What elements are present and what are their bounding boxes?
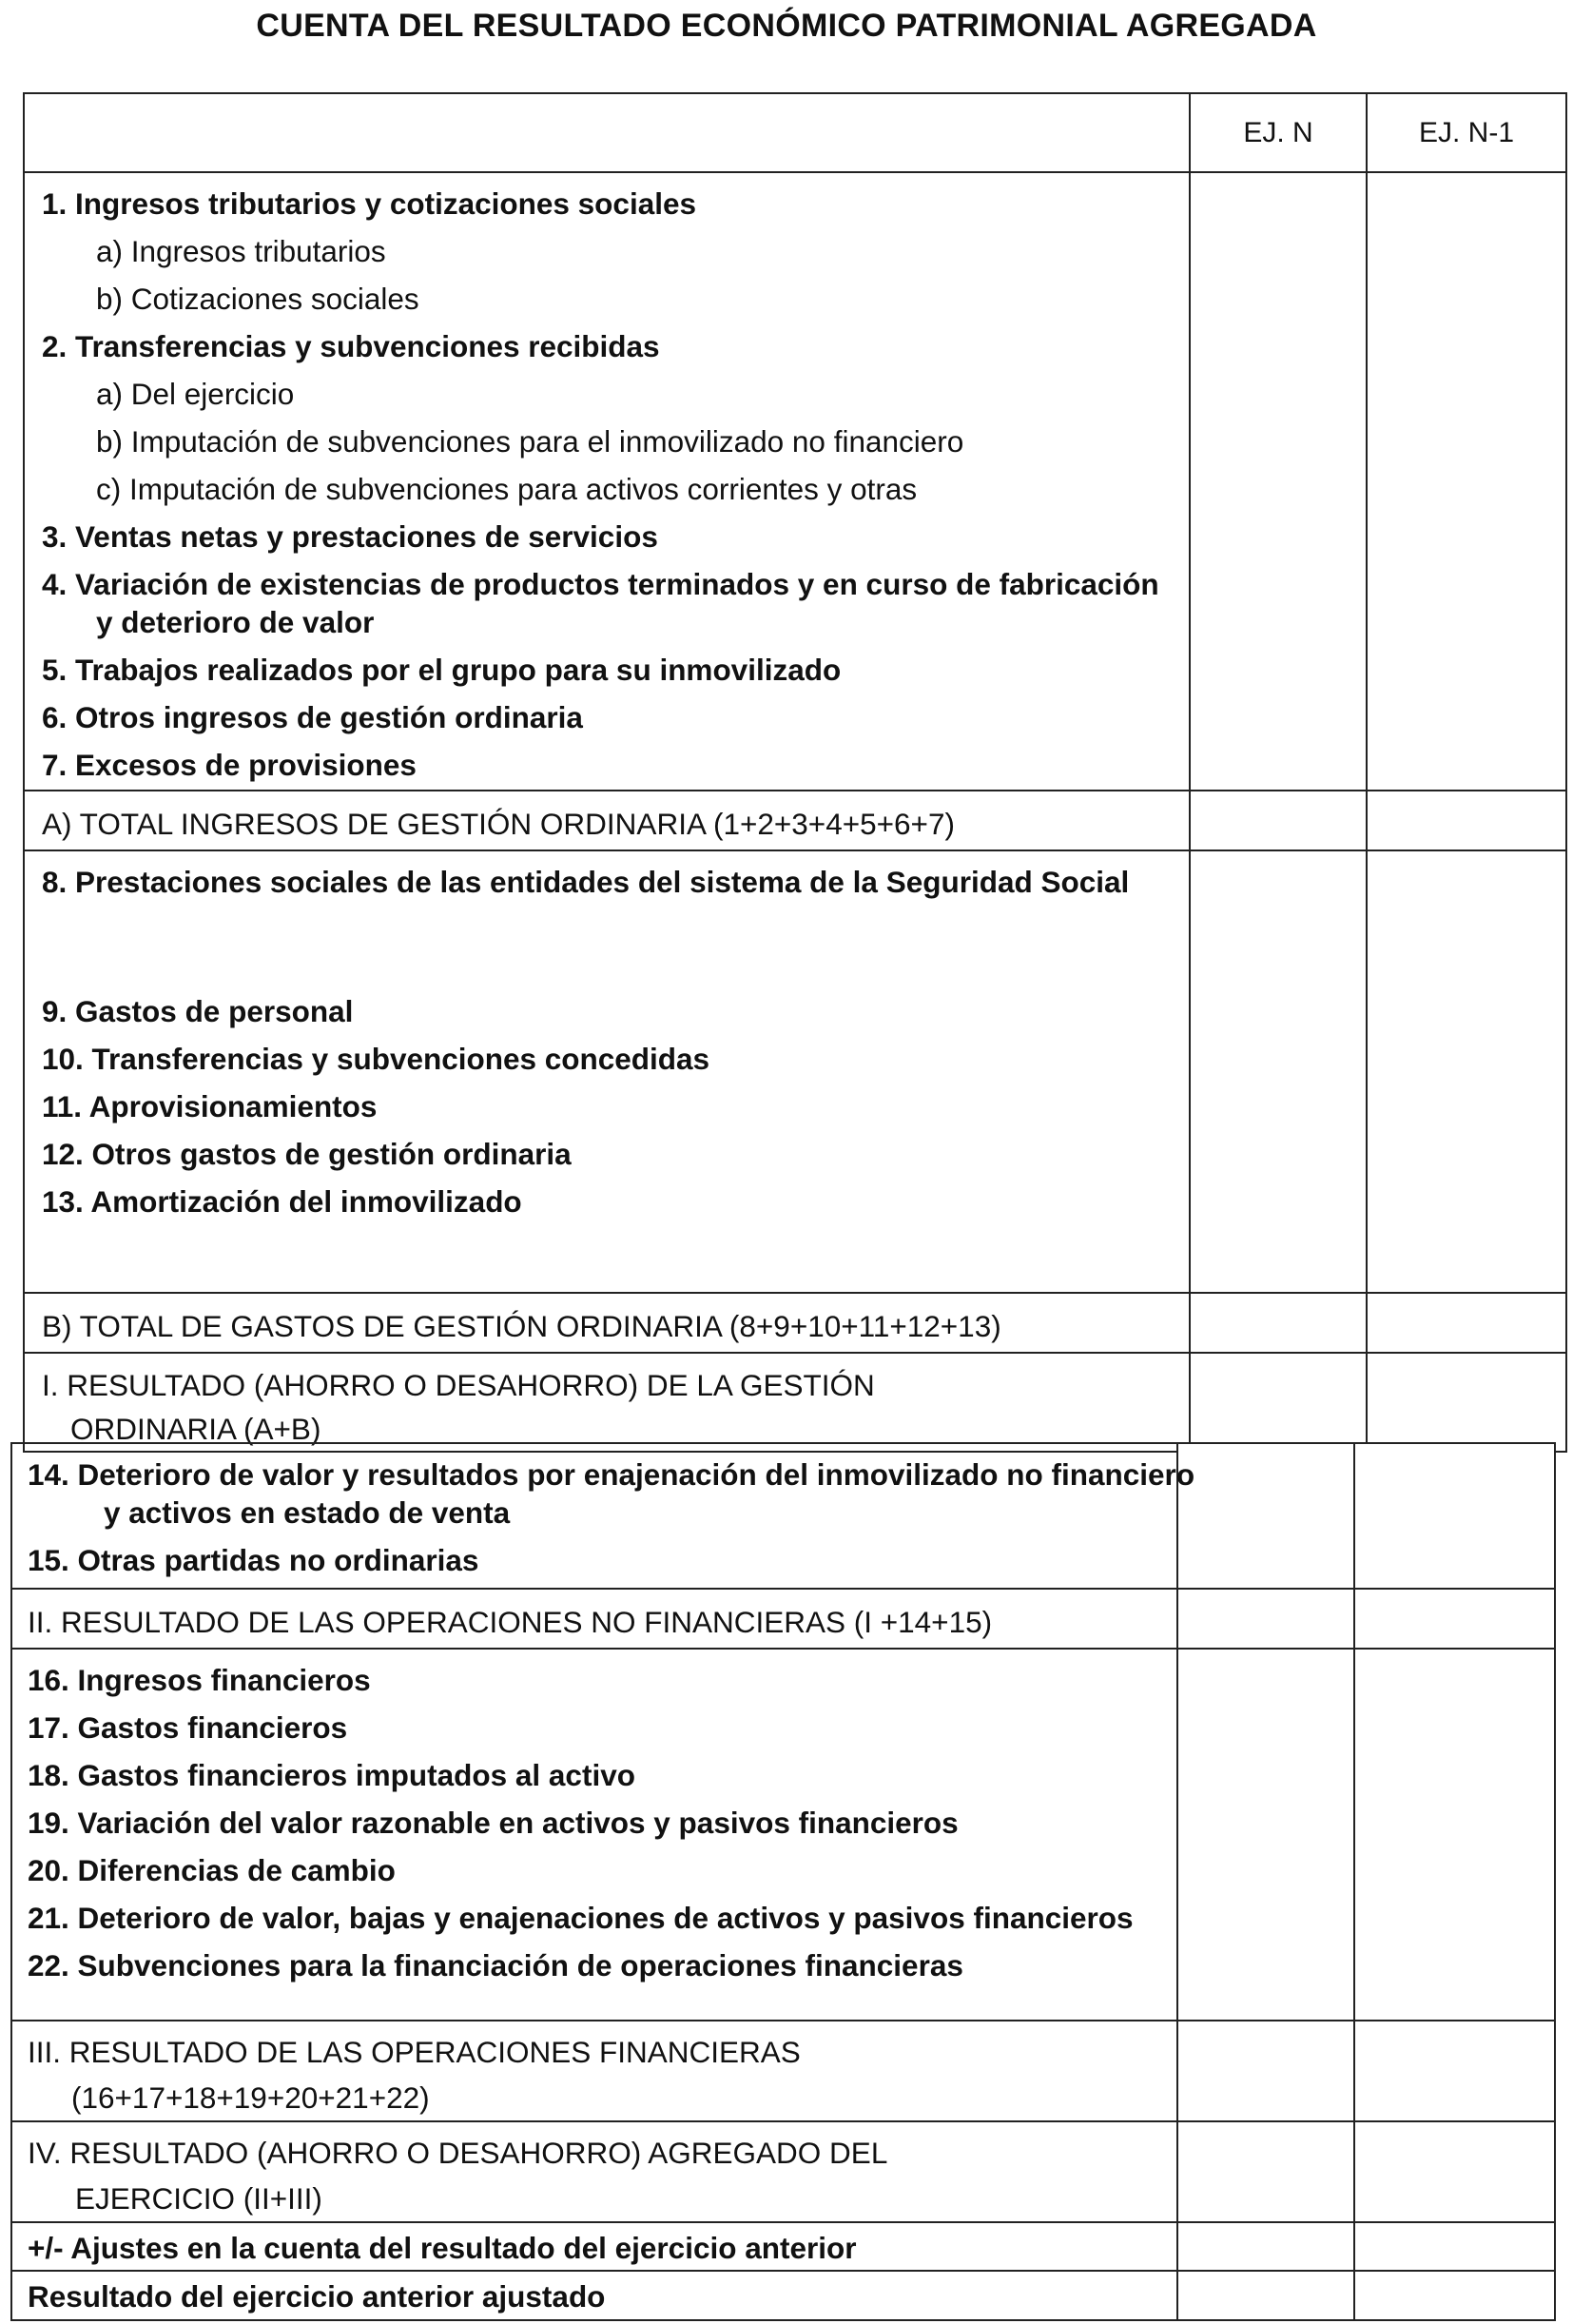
page-title: CUENTA DEL RESULTADO ECONÓMICO PATRIMONIAL AGREGADA: [256, 8, 1317, 44]
line-item: 11. Aprovisionamientos: [42, 1089, 378, 1123]
value-cell-previous: [1354, 2121, 1555, 2222]
line-item: 21. Deterioro de valor, bajas y enajenaciones de activos y pasivos financieros: [28, 1901, 1134, 1935]
value-cell-previous: [1354, 2271, 1555, 2320]
result-iii-row: [11, 2021, 1555, 2121]
value-cell-previous: [1354, 1589, 1555, 1649]
income-items-row: [24, 172, 1566, 791]
total-a-row: [24, 791, 1566, 850]
value-cell-previous: [1354, 1443, 1555, 1589]
line-subitem: a) Ingresos tributarios: [96, 234, 386, 268]
value-cell-current: [1190, 1353, 1367, 1452]
adjusted-result-row: [11, 2271, 1555, 2320]
value-cell-previous: [1367, 172, 1566, 791]
line-subitem: a) Del ejercicio: [96, 377, 295, 411]
expense-items-row: [24, 850, 1566, 1293]
line-item: 12. Otros gastos de gestión ordinaria: [42, 1137, 572, 1171]
line-item: 19. Variación del valor razonable en activos y pasivos financieros: [28, 1806, 959, 1840]
value-cell-current: [1190, 172, 1367, 791]
total-b-label: B) TOTAL DE GASTOS DE GESTIÓN ORDINARIA (8+9+10+11+12+13): [42, 1309, 1001, 1343]
value-cell-previous: [1367, 1293, 1566, 1353]
line-item: 9. Gastos de personal: [42, 994, 354, 1028]
line-item: 22. Subvenciones para la financiación de operaciones financieras: [28, 1948, 963, 1982]
line-item: 4. Variación de existencias de productos terminados y en curso de fabricación y deterioro de valor: [42, 567, 1159, 639]
result-iv-label: IV. RESULTADO (AHORRO O DESAHORRO) AGREGADO DEL EJERCICIO (II+III): [28, 2136, 888, 2216]
line-item: 13. Amortización del inmovilizado: [42, 1184, 522, 1219]
line-item: 3. Ventas netas y prestaciones de servicios: [42, 519, 658, 554]
value-cell-current: [1177, 1649, 1354, 2021]
result-ii-row: [11, 1589, 1555, 1649]
result-iii-label: III. RESULTADO DE LAS OPERACIONES FINANCIERAS (16+17+18+19+20+21+22): [28, 2035, 801, 2115]
line-subitem: c) Imputación de subvenciones para activos corrientes y otras: [96, 472, 918, 506]
adjusted-result-label: Resultado del ejercicio anterior ajustado: [28, 2279, 606, 2314]
line-subitem: b) Cotizaciones sociales: [96, 282, 419, 316]
line-item: 15. Otras partidas no ordinarias: [28, 1543, 479, 1577]
line-item: 7. Excesos de provisiones: [42, 748, 417, 782]
income-statement-table-part-2: [10, 1442, 1556, 2321]
value-cell-previous: [1354, 2222, 1555, 2271]
column-header-current: EJ. N: [1190, 93, 1367, 172]
header-row: [24, 93, 1566, 172]
adjustments-label: +/- Ajustes en la cuenta del resultado del ejercicio anterior: [28, 2231, 857, 2265]
header-concept-cell: [24, 93, 1190, 172]
line-item: 17. Gastos financieros: [28, 1710, 348, 1745]
column-header-previous: EJ. N-1: [1367, 93, 1566, 172]
line-item: 5. Trabajos realizados por el grupo para su inmovilizado: [42, 653, 842, 687]
line-item: 14. Deterioro de valor y resultados por enajenación del inmovilizado no financiero y activos en estado de venta: [28, 1457, 1195, 1530]
line-item: 16. Ingresos financieros: [28, 1663, 371, 1697]
value-cell-current: [1177, 1589, 1354, 1649]
value-cell-current: [1190, 1293, 1367, 1353]
line-subitem: b) Imputación de subvenciones para el inmovilizado no financiero: [96, 424, 964, 459]
result-iv-row: [11, 2121, 1555, 2222]
result-ii-label: II. RESULTADO DE LAS OPERACIONES NO FINANCIERAS (I +14+15): [28, 1605, 993, 1639]
non-ordinary-items-row: [11, 1443, 1555, 1589]
value-cell-current: [1190, 850, 1367, 1293]
value-cell-current: [1177, 2222, 1354, 2271]
line-item: 1. Ingresos tributarios y cotizaciones sociales: [42, 186, 697, 221]
total-b-row: [24, 1293, 1566, 1353]
result-i-label: I. RESULTADO (AHORRO O DESAHORRO) DE LA GESTIÓN ORDINARIA (A+B): [42, 1368, 875, 1446]
income-statement-table-part-1: [23, 92, 1567, 1453]
value-cell-current: [1177, 2121, 1354, 2222]
line-item: 8. Prestaciones sociales de las entidades del sistema de la Seguridad Social: [42, 865, 1130, 899]
value-cell-current: [1177, 1443, 1354, 1589]
total-a-label: A) TOTAL INGRESOS DE GESTIÓN ORDINARIA (1+2+3+4+5+6+7): [42, 807, 955, 841]
value-cell-previous: [1367, 791, 1566, 850]
line-item: 18. Gastos financieros imputados al activo: [28, 1758, 635, 1792]
result-i-row: [24, 1353, 1566, 1452]
value-cell-previous: [1354, 2021, 1555, 2121]
line-item: 20. Diferencias de cambio: [28, 1853, 396, 1887]
adjustments-row: [11, 2222, 1555, 2271]
value-cell-current: [1190, 791, 1367, 850]
financial-items-row: [11, 1649, 1555, 2021]
value-cell-previous: [1367, 1353, 1566, 1452]
value-cell-current: [1177, 2021, 1354, 2121]
line-item: 2. Transferencias y subvenciones recibidas: [42, 329, 660, 363]
value-cell-previous: [1367, 850, 1566, 1293]
line-item: 6. Otros ingresos de gestión ordinaria: [42, 700, 583, 734]
value-cell-current: [1177, 2271, 1354, 2320]
value-cell-previous: [1354, 1649, 1555, 2021]
line-item: 10. Transferencias y subvenciones concedidas: [42, 1042, 710, 1076]
